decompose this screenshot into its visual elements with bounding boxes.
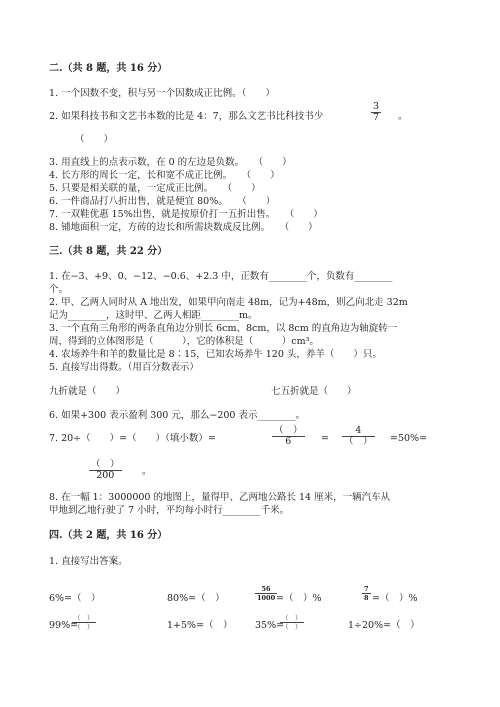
s3-question-1-line1: 1. 在−3、+9、0、−12、−0.6、+2.3 中，正数有________个，负数有________ <box>49 271 393 282</box>
s4-r1-c3-tail: =（ ）% <box>276 593 322 604</box>
s2-question-4: 4. 长方形的周长一定，长和宽不成正比例。 （ ） <box>49 170 280 181</box>
s2-question-7: 7. 一双鞋优惠 15%出售，就是按原价打一五折出售。 （ ） <box>49 209 323 220</box>
s3-q7-fraction-2 <box>342 426 375 447</box>
fraction-denominator: 8 <box>364 594 369 602</box>
section-3-title: 三.（共 8 题，共 22 分） <box>49 246 168 257</box>
s4-r1-c4-tail: =（ ）% <box>372 593 418 604</box>
s2-question-1: 1. 一个因数不变，积与另一个因数成正比例。（ ） <box>49 88 275 99</box>
s2-q2-answer-paren: （ ） <box>75 134 114 145</box>
s3-q7-fraction-3 <box>89 460 122 481</box>
s3-question-1-line2: 个。 <box>49 284 69 295</box>
s3-q7-dot: 。 <box>142 466 152 477</box>
s3-question-6: 6. 如果+300 表示盈利 300 元，那么−200 表示________。 <box>49 410 305 421</box>
fraction-numerator: 4 <box>355 425 362 436</box>
s2-question-3: 3. 用直线上的点表示数，在 0 的左边是负数。 （ ） <box>49 157 292 168</box>
fraction-numerator: （ ） <box>74 614 94 622</box>
s3-question-2-line2: 记为________，这时甲、乙两人相距________m。 <box>49 310 258 321</box>
s2-q2-end: 。 <box>398 111 408 122</box>
s4-r2-c1: 99%= <box>49 620 79 631</box>
s2-question-6: 6. 一件商品打八折出售，就是便宜 80%。 （ ） <box>49 196 276 207</box>
s4-r1-c3-fraction <box>255 585 277 602</box>
fraction-numerator: 56 <box>261 585 271 593</box>
fraction-numerator: （ ） <box>274 425 303 436</box>
fraction-numerator: （ ） <box>282 614 302 622</box>
section-4-title: 四.（共 2 题，共 16 分） <box>49 530 168 541</box>
s4-r1-c2: 80%=（ ） <box>167 593 225 604</box>
s3-question-3-line1: 3. 一个直角三角形的两条直角边分别长 6cm、8cm，以 8cm 的直角边为轴旋转一 <box>49 323 398 334</box>
s4-r2-c4: 1÷20%=（ ） <box>348 620 420 631</box>
s3-q5-item-a: 九折就是（ ） <box>49 386 126 397</box>
s2-question-5: 5. 只要是相关联的量，一定成正比例。 （ ） <box>49 183 261 194</box>
fraction-denominator: 200 <box>96 470 115 481</box>
s3-question-5: 5. 直接写出得数。（用百分数表示） <box>49 362 199 373</box>
s3-q7-equals: = <box>321 433 329 444</box>
s2-question-8: 8. 铺地面积一定，方砖的边长和所需块数成反比例。 （ ） <box>49 222 318 233</box>
s3-question-8-line2: 甲地到乙地行驶了 7 小时，平均每小时行________千米。 <box>49 505 290 516</box>
s4-r2-c3: 35%= <box>255 620 285 631</box>
s4-r1-c1: 6%=（ ） <box>49 593 101 604</box>
s4-r2-c1-fraction <box>72 614 96 631</box>
s3-q5-item-b: 七五折就是（ ） <box>271 386 357 397</box>
s4-r2-c2: 1+5%=（ ） <box>167 620 233 631</box>
s3-question-4: 4. 农场养牛和羊的数量比是 8∶15，已知农场养牛 120 头，养羊（ ）只。 <box>49 349 382 360</box>
fraction-numerator: 7 <box>364 585 369 593</box>
s3-question-2-line1: 2. 甲、乙两人同时从 A 地出发，如果甲向南走 48m，记为+48m，则乙向北走 32m <box>49 297 408 308</box>
fraction-denominator: （ ） <box>74 623 94 631</box>
fraction-numerator: 3 <box>373 101 380 112</box>
s3-question-7-start: 7. 20÷（ ）=（ ）（填小数）= <box>49 433 216 444</box>
fraction-denominator: 6 <box>285 436 292 447</box>
fraction-denominator: （ ） <box>282 623 302 631</box>
fraction-denominator: （ ） <box>344 436 373 447</box>
s2-question-2: 2. 如果科技书和文艺书本数的比是 4：7，那么文艺书比科技书少 <box>49 111 324 122</box>
s4-r2-c3-fraction <box>280 614 304 631</box>
s3-question-3-line2: 周，得到的立体图形是（ ），它的体积是（ ）cm³。 <box>49 336 319 347</box>
section-2-title: 二.（共 8 题，共 16 分） <box>49 63 168 74</box>
fraction-numerator: （ ） <box>91 459 120 470</box>
s4-question-1: 1. 直接写出答案。 <box>49 556 128 567</box>
fraction-denominator: 1000 <box>257 594 276 602</box>
s2-q2-fraction <box>371 102 381 123</box>
s3-q7-end: =50%= <box>390 433 428 444</box>
s3-q7-fraction-1 <box>272 426 305 447</box>
fraction-denominator: 7 <box>373 112 380 123</box>
s3-question-8-line1: 8. 在一幅 1：3000000 的地图上，量得甲、乙两地公路长 14 厘米，一辆汽车从 <box>49 492 391 503</box>
s4-r1-c4-fraction <box>362 585 371 602</box>
